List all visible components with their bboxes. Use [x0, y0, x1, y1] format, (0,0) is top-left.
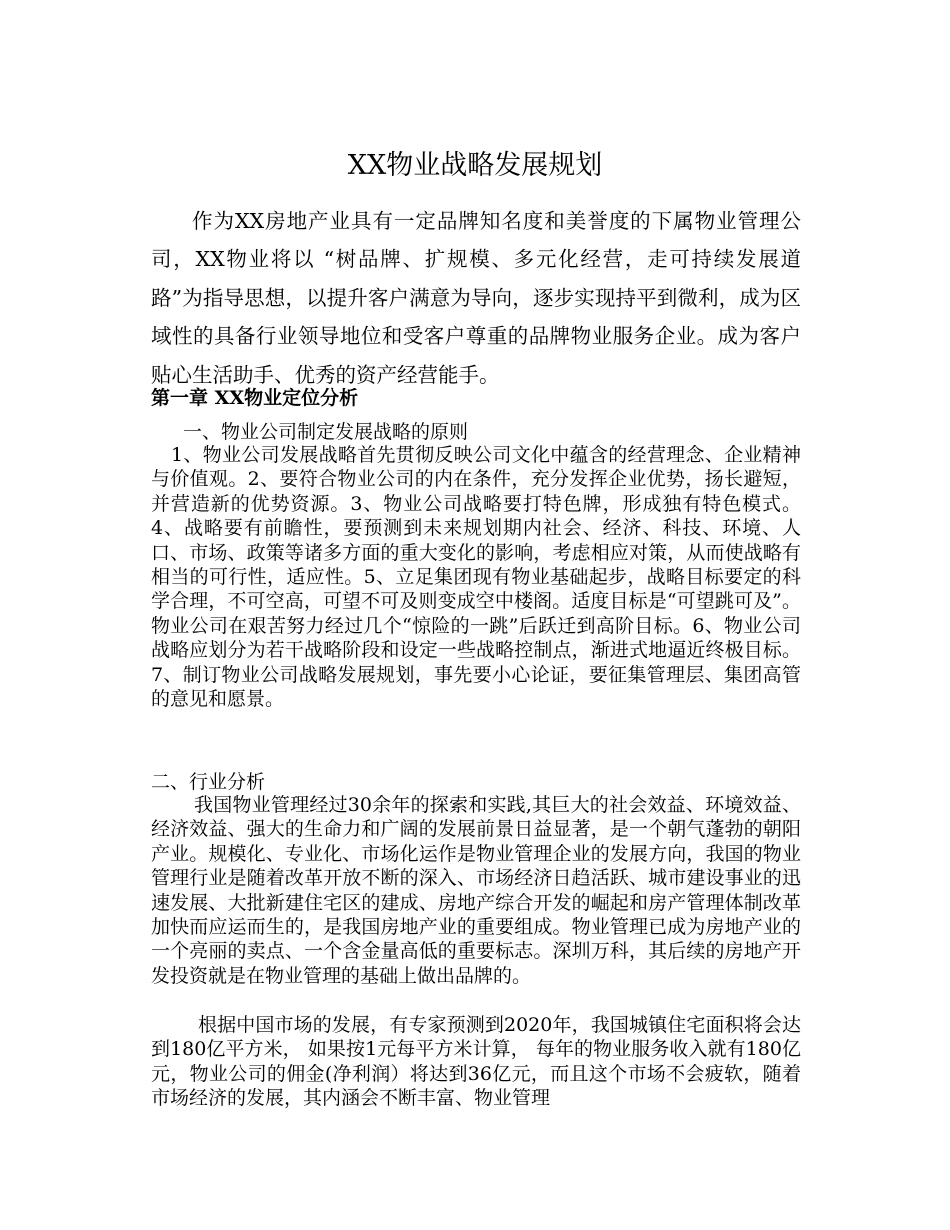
industry-paragraph-1: 我国物业管理经过30余年的探索和实践,其巨大的社会效益、环境效益、经济效益、强大的生命力和广阔的发展前景日益显著，是一个朝气蓬勃的朝阳产业。规模化、专业化、市场化运作是物业管理企业的发展方向，我国的物业管理行业是随着改革开放不断的深入、市场经济日趋活跃、城市建设事业的迅速发展、大批新建住宅区的建成、房地产综合开发的崛起和房产管理体制改革加快而应运而生的，是我国房地产业的重要组成。物业管理已成为房地产业的一个亮丽的卖点、一个含金量高低的重要标志。深圳万科，其后续的房地产开发投资就是在物业管理的基础上做出品牌的。 — [151, 794, 801, 987]
section-heading-industry-analysis: 二、行业分析 — [151, 771, 266, 793]
intro-paragraph: 作为XX房地产业具有一定品牌知名度和美誉度的下属物业管理公司，XX物业将以 “树品牌、扩规模、多元化经营，走可持续发展道路”为指导思想，以提升客户满意为导向，逐步实现持平到微利，成为区域性的具备行业领导地位和受客户尊重的品牌物业服务企业。成为客户贴心生活助手、优秀的资产经营能手。 — [151, 209, 801, 387]
industry-paragraph-2: 根据中国市场的发展，有专家预测到2020年，我国城镇住宅面积将会达到180亿平方米， 如果按1元每平方米计算， 每年的物业服务收入就有180亿元，物业公司的佣金(净利润）将达到36亿元，而且这个市场不会疲软，随着市场经济的发展，其内涵会不断丰富、物业管理 — [151, 1014, 801, 1110]
document-title: XX物业战略发展规划 — [347, 150, 603, 181]
section-heading-principles: 一、物业公司制定发展战略的原则 — [183, 421, 469, 443]
principles-paragraph: 1、物业公司发展战略首先贯彻反映公司文化中蕴含的经营理念、企业精神与价值观。2、要符合物业公司的内在条件，充分发挥企业优势，扬长避短，并营造新的优势资源。3、物业公司战略要打特色牌，形成独有特色模式。4、战略要有前瞻性，要预测到未来规划期内社会、经济、科技、环境、人口、市场、政策等诸多方面的重大变化的影响，考虑相应对策，从而使战略有相当的可行性，适应性。5、立足集团现有物业基础起步，战略目标要定的科学合理，不可空高，可望不可及则变成空中楼阁。适度目标是“可望跳可及”。物业公司在艰苦努力经过几个“惊险的一跳”后跃迁到高阶目标。6、物业公司战略应划分为若干战略阶段和设定一些战略控制点，渐进式地逼近终极目标。7、制订物业公司战略发展规划，事先要小心论证，要征集管理层、集团高管的意见和愿景。 — [151, 444, 801, 711]
chapter-heading: 第一章 XX物业定位分析 — [151, 387, 359, 409]
